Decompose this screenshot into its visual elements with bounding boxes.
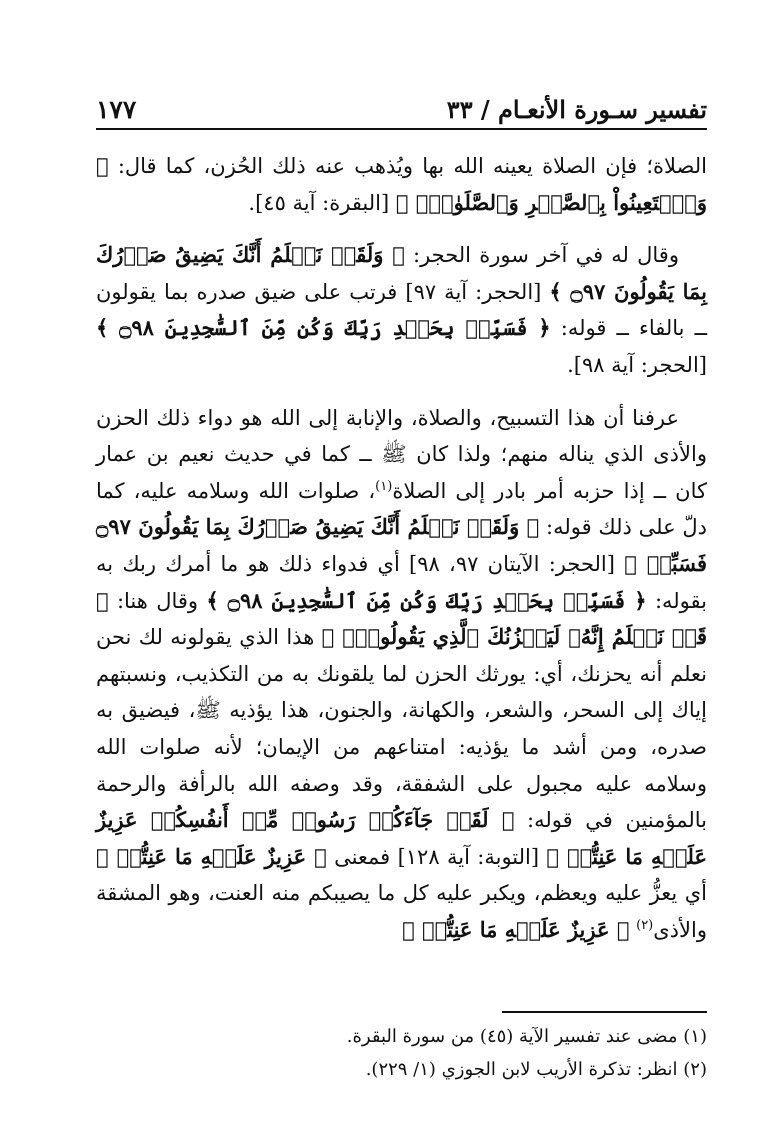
quran-verse: ﴿ وَلَقَدۡ نَعۡلَمُ أَنَّكَ يَضِيقُ صَدۡرُكَ بِمَا يَقُولُونَ ۝٩٧ ﴾	[96, 242, 707, 304]
page-number: ١٧٧	[96, 95, 137, 124]
quran-verse: ﴿ لَقَدۡ جَآءَكُمۡ رَسُولٞ مِّنۡ أَنفُسِكُمۡ عَزِيزٌ عَلَيۡهِ مَا عَنِتُّمۡ ﴾	[96, 807, 707, 869]
body-text-run: وقال هنا:	[108, 588, 207, 613]
footnote-number: (٢)	[683, 1059, 707, 1080]
body-text-run: هذا الذي يقولونه لك نحن نعلم أنه يحزنك، أي: يورثك الحزن لما يلقونك به من التكذيب، ونسبتهم إياك إلى السحر، والشعر، والكهانة، والجنون، هذا يؤذيه ﷺ، فيضيق به صدره، ومن أشد ما يؤذيه: امتناعهم من الإيمان؛ لأنه صلوات الله وسلامه عليه مجبول على الشفقة، وقد وصفه الله بالرأفة والرحمة بالمؤمنين في قوله:	[96, 625, 707, 833]
footnote-separator	[502, 1011, 707, 1013]
body-text-run: [الحجر: آية ٩٨].	[567, 352, 707, 377]
quran-verse: ﴿ وَٱسۡتَعِينُواْ بِٱلصَّبۡرِ وَٱلصَّلَوٰةِۚ ﴾	[96, 153, 707, 215]
footnote-text: مضى عند تفسير الآية (٤٥) من سورة البقرة.	[346, 1026, 678, 1047]
quran-verse: ﴿ وَلَقَدۡ نَعۡلَمُ أَنَّكَ يَضِيقُ صَدۡرُكَ بِمَا يَقُولُونَ ۝٩٧ فَسَبِّحۡ ﴾	[96, 514, 708, 576]
footnote-number: (١)	[683, 1026, 707, 1047]
body-text-run: ، صلوات الله وسلامه عليه، كما دلّ على ذلك قوله:	[96, 478, 707, 540]
paragraph	[96, 148, 707, 221]
body-text	[96, 148, 707, 948]
running-title: تفسير سـورة الأنعـام / ٣٣	[446, 95, 707, 124]
footnotes	[96, 1020, 707, 1086]
body-text-run: وقال له في آخر سورة الحجر:	[404, 243, 679, 268]
paragraph	[96, 400, 707, 949]
body-text-run: [الحجر: الآيتان ٩٧، ٩٨] أي فدواء ذلك هو ما أمرك ربك به بقوله:	[96, 551, 707, 613]
body-text-run: الصلاة؛ فإن الصلاة يعينه الله بها ويُذهب عنه ذلك الحُزن، كما قال:	[108, 154, 707, 178]
footnote	[96, 1020, 707, 1053]
body-text-run: أي يعزُّ عليه ويعظم، ويكبر عليه كل ما يصيبكم منه العنت، وهو المشقة والأذى	[96, 881, 707, 942]
footnote-reference: (١)	[375, 478, 393, 494]
footnote	[96, 1053, 707, 1086]
footnote-reference: (٢)	[636, 917, 654, 933]
body-text-run: [الحجر: آية ٩٧] فرتب على ضيق صدره بما يقولون ــ بالفاء ــ قوله:	[96, 279, 707, 341]
paragraph	[96, 237, 707, 383]
body-text-run: عرفنا أن هذا التسبيح، والصلاة، والإنابة إلى الله هو دواء ذلك الحزن والأذى الذي يناله منهم؛ ولذا كان ﷺ ــ كما في حديث نعيم بن عمار كان ــ إذا حزبه أمر بادر إلى الصلاة	[96, 405, 707, 503]
quran-verse: ﴿ فَسَبِّحۡ بِحَمۡدِ رَبِّكَ وَكُن مِّنَ ٱلسَّٰجِدِينَ ۝٩٨ ﴾	[96, 315, 551, 341]
quran-verse: ﴿ فَسَبِّحۡ بِحَمۡدِ رَبِّكَ وَكُن مِّنَ ٱلسَّٰجِدِينَ ۝٩٨ ﴾	[206, 587, 647, 613]
quran-verse: ﴿ عَزِيزٌ عَلَيۡهِ مَا عَنِتُّمۡ ﴾	[96, 843, 327, 869]
quran-verse: ﴿ عَزِيزٌ عَلَيۡهِ مَا عَنِتُّمۡ ﴾	[402, 916, 630, 942]
footnote-text: انظر: تذكرة الأريب لابن الجوزي (١/ ٢٢٩).	[365, 1059, 678, 1080]
body-text-run: [التوبة: آية ١٢٨] فمعنى	[326, 844, 547, 869]
body-text-run: [البقرة: آية ٤٥].	[248, 190, 396, 215]
page-header	[96, 80, 707, 130]
quran-verse: ﴿ قَدۡ نَعۡلَمُ إِنَّهُۥ لَيَحۡزُنُكَ ٱلَّذِي يَقُولُونَۖ ﴾	[96, 587, 707, 650]
